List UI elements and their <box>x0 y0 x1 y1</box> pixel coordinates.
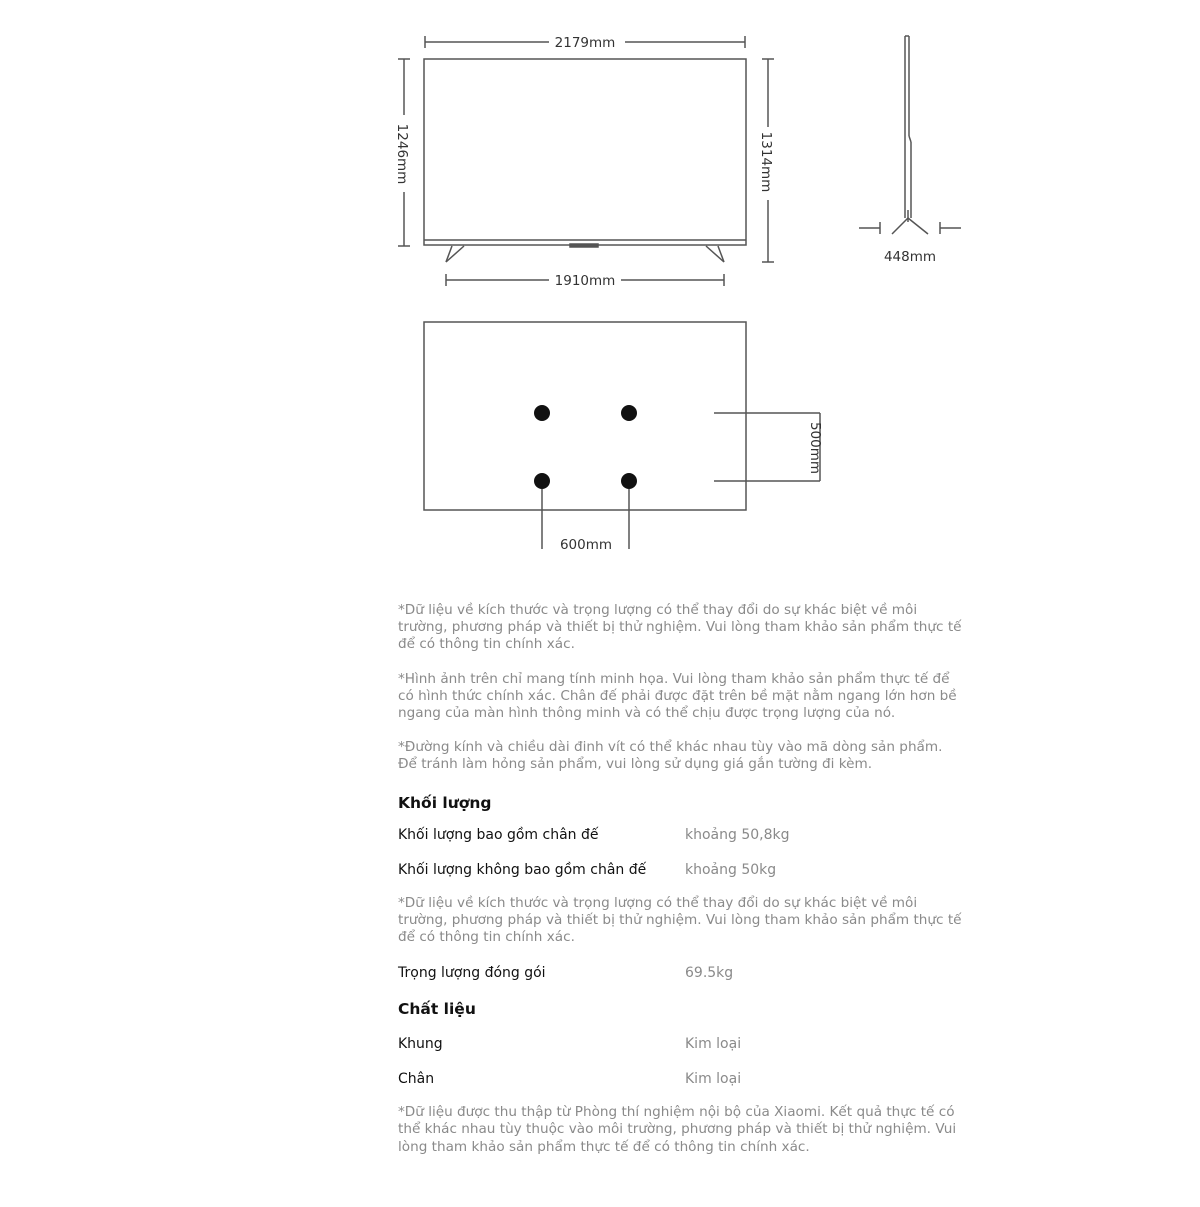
spec-content <box>398 600 963 1156</box>
spec-row-weight-with-stand <box>398 825 963 860</box>
mount-hole <box>621 473 637 489</box>
tv-dimension-diagram <box>0 0 1200 580</box>
spec-label: Khung <box>398 1036 443 1053</box>
dimension-disclaimer: *Dữ liệu về kích thước và trọng lượng có thể thay đổi do sự khác biệt về môi trường, phương pháp và thiết bị thử nghiệm. Vui lòng tham khảo sản phẩm thực tế để có thông tin chính xác. <box>398 602 962 653</box>
width-label: 2179mm <box>554 35 616 51</box>
vesa-mount-holes <box>534 405 637 489</box>
front-view <box>398 36 774 286</box>
spec-value: 69.5kg <box>685 965 734 982</box>
back-view <box>424 322 820 549</box>
total-height-label: 1314mm <box>758 131 774 193</box>
screen-height-label: 1246mm <box>394 123 410 185</box>
depth-label: 448mm <box>883 249 937 265</box>
screw-disclaimer: *Đường kính và chiều dài đinh vít có thể khác nhau tùy vào mã dòng sản phẩm. Để tránh làm hỏng sản phẩm, vui lòng sử dụng giá gắn tường đi kèm. <box>398 739 943 773</box>
spec-value: Kim loại <box>685 1071 742 1088</box>
material-heading: Chất liệu <box>398 1000 476 1019</box>
spec-label: Chân <box>398 1071 435 1088</box>
spec-row-weight-without-stand <box>398 860 963 895</box>
side-view <box>859 36 961 234</box>
mount-hole <box>534 473 550 489</box>
mount-hole <box>621 405 637 421</box>
spec-row-package-weight <box>398 963 963 998</box>
mount-hole <box>534 405 550 421</box>
spec-label: Khối lượng không bao gồm chân đế <box>398 861 647 878</box>
spec-value: Kim loại <box>685 1036 742 1053</box>
image-disclaimer: *Hình ảnh trên chỉ mang tính minh họa. Vui lòng tham khảo sản phẩm thực tế để có hình thức chính xác. Chân đế phải được đặt trên bề mặt nằm ngang lớn hơn bề ngang của màn hình thông minh và có thể chịu được trọng lượng của nó. <box>398 670 957 722</box>
weight-disclaimer: *Dữ liệu về kích thước và trọng lượng có thể thay đổi do sự khác biệt về môi trường, phương pháp và thiết bị thử nghiệm. Vui lòng tham khảo sản phẩm thực tế để có thông tin chính xác. <box>398 894 962 946</box>
spec-label: Trọng lượng đóng gói <box>398 965 546 982</box>
spec-value: khoảng 50,8kg <box>685 826 790 843</box>
weight-heading: Khối lượng <box>398 793 492 812</box>
spec-value: khoảng 50kg <box>685 861 777 878</box>
material-disclaimer: *Dữ liệu được thu thập từ Phòng thí nghiệm nội bộ của Xiaomi. Kết quả thực tế có thể khác nhau tùy thuộc vào môi trường, phương pháp và thiết bị thử nghiệm. Vui lòng tham khảo sản phẩm thực tế để có thông tin chính xác. <box>398 1104 957 1155</box>
spec-label: Khối lượng bao gồm chân đế <box>398 826 599 843</box>
vesa-horizontal-label: 600mm <box>559 537 613 553</box>
vesa-vertical-label: 500mm <box>807 421 823 475</box>
spec-row-stand <box>398 1069 963 1104</box>
spec-row-frame <box>398 1034 963 1069</box>
stand-span-label: 1910mm <box>554 273 616 289</box>
